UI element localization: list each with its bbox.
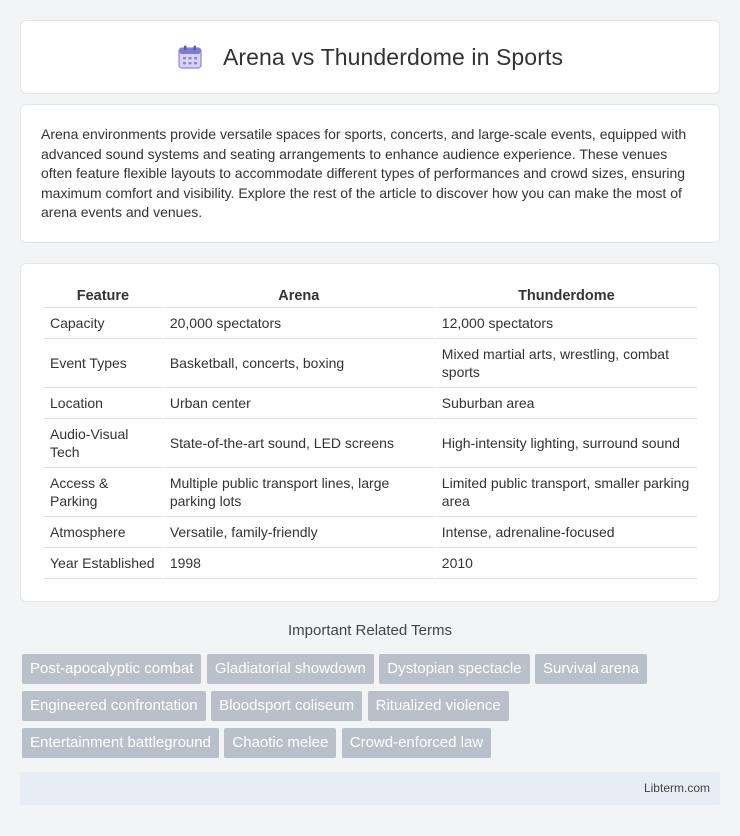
- tag-entertainment-battleground[interactable]: Entertainment battleground: [22, 728, 219, 758]
- table-cell: Capacity: [44, 308, 162, 339]
- title-card: [20, 20, 720, 94]
- table-cell: Location: [44, 388, 162, 419]
- table-header-row: [44, 284, 697, 308]
- table-row: [44, 468, 697, 517]
- table-cell: Event Types: [44, 339, 162, 388]
- tag-post-apocalyptic-combat[interactable]: Post-apocalyptic combat: [22, 654, 201, 684]
- tag-bloodsport-coliseum[interactable]: Bloodsport coliseum: [211, 691, 362, 721]
- intro-text: Arena environments provide versatile spaces for sports, concerts, and large-scale events, equipped with advanced sound systems and seating arrangements to enhance audience experience. These venues often feature flexible layouts to accommodate different types of performances and crowd sizes, ensuring maximum comfort and visibility. Explore the rest of the article to discover how you can make the most of arena events and venues.: [41, 126, 687, 221]
- header-thunderdome: Thunderdome: [436, 284, 697, 308]
- table-row: [44, 548, 697, 579]
- table-cell: Urban center: [164, 388, 434, 419]
- calendar-icon: [177, 44, 203, 70]
- header-arena: Arena: [164, 284, 434, 308]
- tag-survival-arena[interactable]: Survival arena: [535, 654, 647, 684]
- footer-link[interactable]: Libterm.com: [643, 781, 710, 795]
- related-terms-title: Important Related Terms: [288, 622, 452, 639]
- table-row: [44, 419, 697, 468]
- table-cell: 2010: [436, 548, 697, 579]
- page-title: Arena vs Thunderdome in Sports: [222, 43, 564, 70]
- table-cell: Basketball, concerts, boxing: [164, 339, 434, 388]
- table-cell: Multiple public transport lines, large parking lots: [164, 468, 434, 517]
- related-terms-list: [22, 654, 722, 765]
- table-cell: Suburban area: [436, 388, 697, 419]
- table-cell: High-intensity lighting, surround sound: [436, 419, 697, 468]
- table-cell: Limited public transport, smaller parking area: [436, 468, 697, 517]
- tag-chaotic-melee[interactable]: Chaotic melee: [224, 728, 336, 758]
- table-cell: 1998: [164, 548, 434, 579]
- table-row: [44, 339, 697, 388]
- tag-ritualized-violence[interactable]: Ritualized violence: [368, 691, 509, 721]
- table-cell: Intense, adrenaline-focused: [436, 517, 697, 548]
- table-cell: Audio-Visual Tech: [44, 419, 162, 468]
- comparison-card: [20, 263, 720, 602]
- table-cell: Atmosphere: [44, 517, 162, 548]
- table-row: [44, 308, 697, 339]
- table-cell: Versatile, family-friendly: [164, 517, 434, 548]
- tag-crowd-enforced-law[interactable]: Crowd-enforced law: [342, 728, 491, 758]
- table-cell: Year Established: [44, 548, 162, 579]
- intro-card: [20, 104, 720, 243]
- tag-dystopian-spectacle[interactable]: Dystopian spectacle: [379, 654, 529, 684]
- tag-gladiatorial-showdown[interactable]: Gladiatorial showdown: [207, 654, 374, 684]
- table-cell: Mixed martial arts, wrestling, combat sports: [436, 339, 697, 388]
- table-cell: Access & Parking: [44, 468, 162, 517]
- header-feature: Feature: [44, 284, 162, 308]
- comparison-table: [42, 284, 699, 579]
- table-cell: State-of-the-art sound, LED screens: [164, 419, 434, 468]
- table-cell: 12,000 spectators: [436, 308, 697, 339]
- table-row: [44, 517, 697, 548]
- table-row: [44, 388, 697, 419]
- table-cell: 20,000 spectators: [164, 308, 434, 339]
- tag-engineered-confrontation[interactable]: Engineered confrontation: [22, 691, 206, 721]
- footer: [20, 772, 720, 805]
